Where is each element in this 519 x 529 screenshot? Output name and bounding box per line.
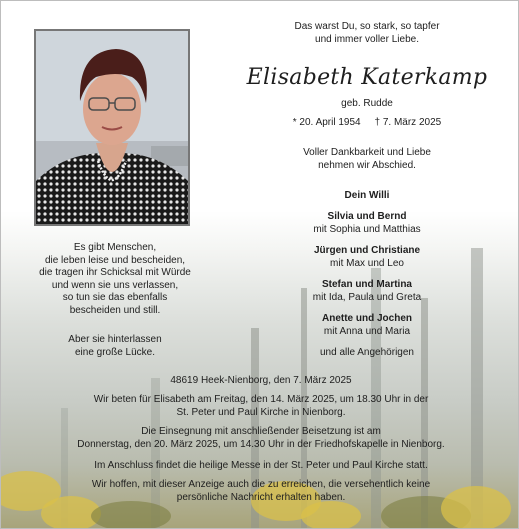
poem-line: Es gibt Menschen, [73,242,157,253]
birth-date: * 20. April 1954 [292,117,361,128]
family-member: Stefan und Martina [321,279,412,290]
poem-closing [15,334,215,359]
farewell-text [241,146,493,172]
poem-line: bescheiden und still. [69,304,161,316]
family-member: Silvia und Bernd [327,211,407,222]
family-children: mit Ida, Paula und Greta [312,292,422,303]
header-quote [241,20,493,46]
life-dates [241,116,493,129]
portrait-photo [34,29,190,226]
burial-info [31,426,491,451]
notice-info [31,479,491,504]
family-children: mit Sophia und Matthias [313,224,421,235]
poem-line: Aber sie hinterlassen [68,334,162,345]
poem-line: und wenn sie uns verlassen, [51,279,179,291]
quote-line: Das warst Du, so stark, so tapfer [294,21,440,32]
family-member: Dein Willi [344,190,390,201]
poem-line: die leben leise und bescheiden, [44,254,186,266]
family-children: mit Max und Leo [330,258,404,269]
quote-line: und immer voller Liebe. [315,34,419,45]
prayer-info [31,394,491,419]
family-member: Anette und Jochen [321,313,412,324]
info-line: Im Anschluss findet die heilige Messe in der St. Peter und Paul Kirche statt. [94,460,428,471]
poem [15,242,215,317]
deceased-name: Elisabeth Katerkamp [246,65,488,90]
birth-name: geb. Rudde [341,98,393,109]
family-children: mit Anna und Maria [323,326,411,337]
info-line: Donnerstag, den 20. März 2025, um 14.30 Uhr in der Friedhofskapelle in Nienborg. [77,438,445,450]
family-list [241,189,493,359]
info-line: St. Peter und Paul Kirche in Nienborg. [176,406,346,418]
mass-info [31,460,491,473]
poem-line: so tun sie das ebenfalls [62,292,168,303]
farewell-line: Voller Dankbarkeit und Liebe [303,147,431,158]
info-line: persönliche Nachricht erhalten haben. [176,491,346,503]
info-line: Wir hoffen, mit dieser Anzeige auch die zu erreichen, die versehentlich keine [91,479,431,490]
death-date: † 7. März 2025 [374,117,442,128]
farewell-line: nehmen wir Abschied. [318,160,416,171]
poem-line: die tragen ihr Schicksal mit Würde [39,267,191,278]
family-member: Jürgen und Christiane [313,245,421,256]
poem-line: eine große Lücke. [74,346,156,358]
info-line: Wir beten für Elisabeth am Freitag, den 14. März 2025, um 18.30 Uhr in der [93,394,429,405]
family-closing: und alle Angehörigen [320,347,414,358]
info-line: Die Einsegnung mit anschließender Beisetzung ist am [141,426,381,437]
place-date: 48619 Heek-Nienborg, den 7. März 2025 [170,375,352,386]
